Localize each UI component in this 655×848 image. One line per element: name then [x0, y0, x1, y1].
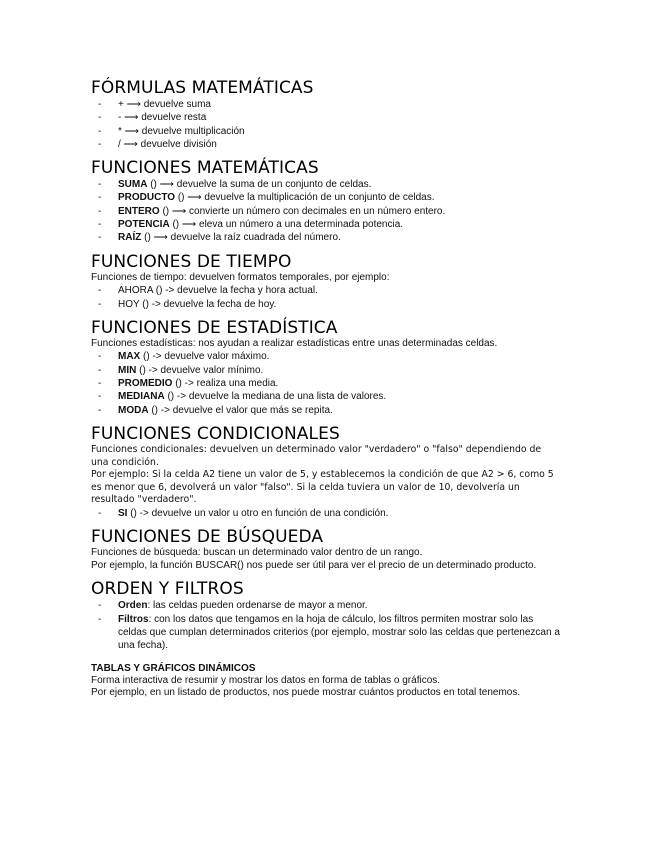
- bullet-dash: -: [98, 219, 102, 231]
- item-text: () -> realiza una media.: [172, 378, 279, 390]
- section-line: Por ejemplo, en un listado de productos, nos puede mostrar cuántos productos en total tenemos.: [91, 687, 521, 699]
- function-name: MODA: [118, 404, 149, 416]
- function-name: MAX: [118, 351, 141, 363]
- section-funciones-matematicas: [91, 158, 561, 244]
- function-name: MEDIANA: [118, 391, 165, 403]
- list-item: [91, 613, 561, 653]
- item-text: () ⟶ devuelve la suma de un conjunto de celdas.: [147, 179, 372, 191]
- bullet-dash: -: [98, 613, 102, 625]
- section-line: Forma interactiva de resumir y mostrar los datos en forma de tablas o gráficos.: [91, 674, 441, 686]
- bullet-dash: -: [98, 125, 102, 137]
- item-text: : con los datos que tengamos en la hoja de cálculo, los filtros permiten mostrar solo las celdas que cumplan determinados criterios (por ejemplo, mostrar solo las celdas que pertenezcan a una fecha).: [118, 613, 560, 652]
- function-name: SI: [118, 507, 128, 519]
- item-text: () ⟶ convierte un número con decimales en un número entero.: [159, 205, 446, 217]
- section-title: ORDEN Y FILTROS: [91, 579, 244, 600]
- estadistica-list: [91, 350, 561, 416]
- section-intro: Funciones de tiempo: devuelven formatos temporales, por ejemplo:: [91, 271, 390, 283]
- function-name: ENTERO: [118, 205, 160, 217]
- bullet-dash: -: [98, 285, 102, 297]
- bullet-dash: -: [98, 99, 102, 110]
- function-name: RAÍZ: [118, 232, 142, 244]
- bullet-dash: -: [98, 507, 102, 519]
- item-text: AHORA () -> devuelve la fecha y hora actual.: [118, 285, 318, 297]
- function-name: MIN: [118, 364, 137, 376]
- section-tablas: [91, 662, 561, 700]
- section-title: FUNCIONES MATEMÁTICAS: [91, 158, 319, 179]
- function-name: Filtros: [118, 613, 149, 625]
- bullet-dash: -: [98, 351, 102, 363]
- item-text: () -> devuelve valor máximo.: [140, 351, 270, 363]
- item-text: HOY () -> devuelve la fecha de hoy.: [118, 298, 277, 310]
- section-condicionales: [91, 424, 561, 520]
- list-item: [91, 98, 561, 111]
- list-item: [91, 350, 561, 363]
- section-busqueda: [91, 527, 561, 572]
- item-text: - ⟶ devuelve resta: [118, 112, 207, 124]
- section-example: Por ejemplo: Si la celda A2 tiene un valor de 5, y establecemos la condición de que A2 > 6, como 5 es menor que 6, devolverá un valor "falso". Si la celda tuviera un valor de 10, devolvería un resultado "verdadero".: [91, 469, 554, 506]
- section-intro: Funciones de búsqueda: buscan un determinado valor dentro de un rango.: [91, 547, 423, 559]
- funciones-matematicas-list: [91, 178, 561, 244]
- bullet-dash: -: [98, 364, 102, 376]
- list-item: [91, 404, 561, 417]
- section-title: FUNCIONES CONDICIONALES: [91, 423, 340, 444]
- formulas-list: [91, 98, 561, 151]
- bullet-dash: -: [98, 298, 102, 310]
- list-item: [91, 205, 561, 218]
- bullet-dash: -: [98, 391, 102, 403]
- condicionales-list: [91, 507, 561, 520]
- list-item: [91, 125, 561, 138]
- section-intro: Funciones estadísticas: nos ayudan a realizar estadísticas entre unas determinadas celdas.: [91, 337, 498, 349]
- list-item: [91, 111, 561, 124]
- bullet-dash: -: [98, 404, 102, 416]
- item-text: () -> devuelve el valor que más se repita.: [148, 404, 333, 416]
- function-name: POTENCIA: [118, 219, 170, 231]
- bullet-dash: -: [98, 600, 102, 612]
- bullet-dash: -: [98, 232, 102, 244]
- list-item: [91, 298, 561, 311]
- bullet-dash: -: [98, 179, 102, 191]
- item-text: / ⟶ devuelve división: [118, 138, 217, 150]
- item-text: () -> devuelve la mediana de una lista de valores.: [164, 391, 387, 403]
- list-item: [91, 178, 561, 191]
- document-page: [91, 78, 561, 707]
- list-item: [91, 599, 561, 612]
- function-name: PROMEDIO: [118, 378, 173, 390]
- bullet-dash: -: [98, 192, 102, 204]
- function-name: SUMA: [118, 179, 148, 191]
- item-text: () ⟶ devuelve la raíz cuadrada del número.: [141, 232, 341, 244]
- function-name: PRODUCTO: [118, 192, 176, 204]
- item-text: () -> devuelve un valor u otro en función de una condición.: [127, 507, 389, 519]
- list-item: [91, 364, 561, 377]
- list-item: [91, 507, 561, 520]
- bullet-dash: -: [98, 112, 102, 124]
- bullet-dash: -: [98, 205, 102, 217]
- section-title: FUNCIONES DE TIEMPO: [91, 251, 292, 272]
- item-text: () -> devuelve valor mínimo.: [136, 364, 264, 376]
- section-title: FUNCIONES DE ESTADÍSTICA: [91, 317, 338, 338]
- bullet-dash: -: [98, 378, 102, 390]
- bullet-dash: -: [98, 138, 102, 150]
- section-intro: Funciones condicionales: devuelven un determinado valor "verdadero" o "falso" dependiendo de una condición.: [91, 443, 542, 468]
- section-title: FUNCIONES DE BÚSQUEDA: [91, 527, 324, 548]
- list-item: [91, 191, 561, 204]
- list-item: [91, 218, 561, 231]
- item-text: + ⟶ devuelve suma: [118, 99, 211, 110]
- list-item: [91, 231, 561, 244]
- list-item: [91, 390, 561, 403]
- item-text: : las celdas pueden ordenarse de mayor a menor.: [147, 600, 368, 612]
- section-estadistica: [91, 318, 561, 417]
- section-formulas: [91, 78, 561, 151]
- list-item: [91, 377, 561, 390]
- section-subtitle: TABLAS Y GRÁFICOS DINÁMICOS: [91, 662, 256, 674]
- section-orden-filtros: [91, 579, 561, 652]
- function-name: Orden: [118, 600, 148, 612]
- orden-list: [91, 599, 561, 652]
- section-tiempo: [91, 252, 561, 311]
- item-text: * ⟶ devuelve multiplicación: [118, 125, 245, 137]
- item-text: () ⟶ devuelve la multiplicación de un conjunto de celdas.: [175, 192, 435, 204]
- section-example: Por ejemplo, la función BUSCAR() nos puede ser útil para ver el precio de un determinado producto.: [91, 559, 537, 571]
- list-item: [91, 138, 561, 151]
- section-title: FÓRMULAS MATEMÁTICAS: [91, 78, 314, 98]
- tiempo-list: [91, 284, 561, 311]
- list-item: [91, 284, 561, 297]
- item-text: () ⟶ eleva un número a una determinada potencia.: [169, 219, 404, 231]
